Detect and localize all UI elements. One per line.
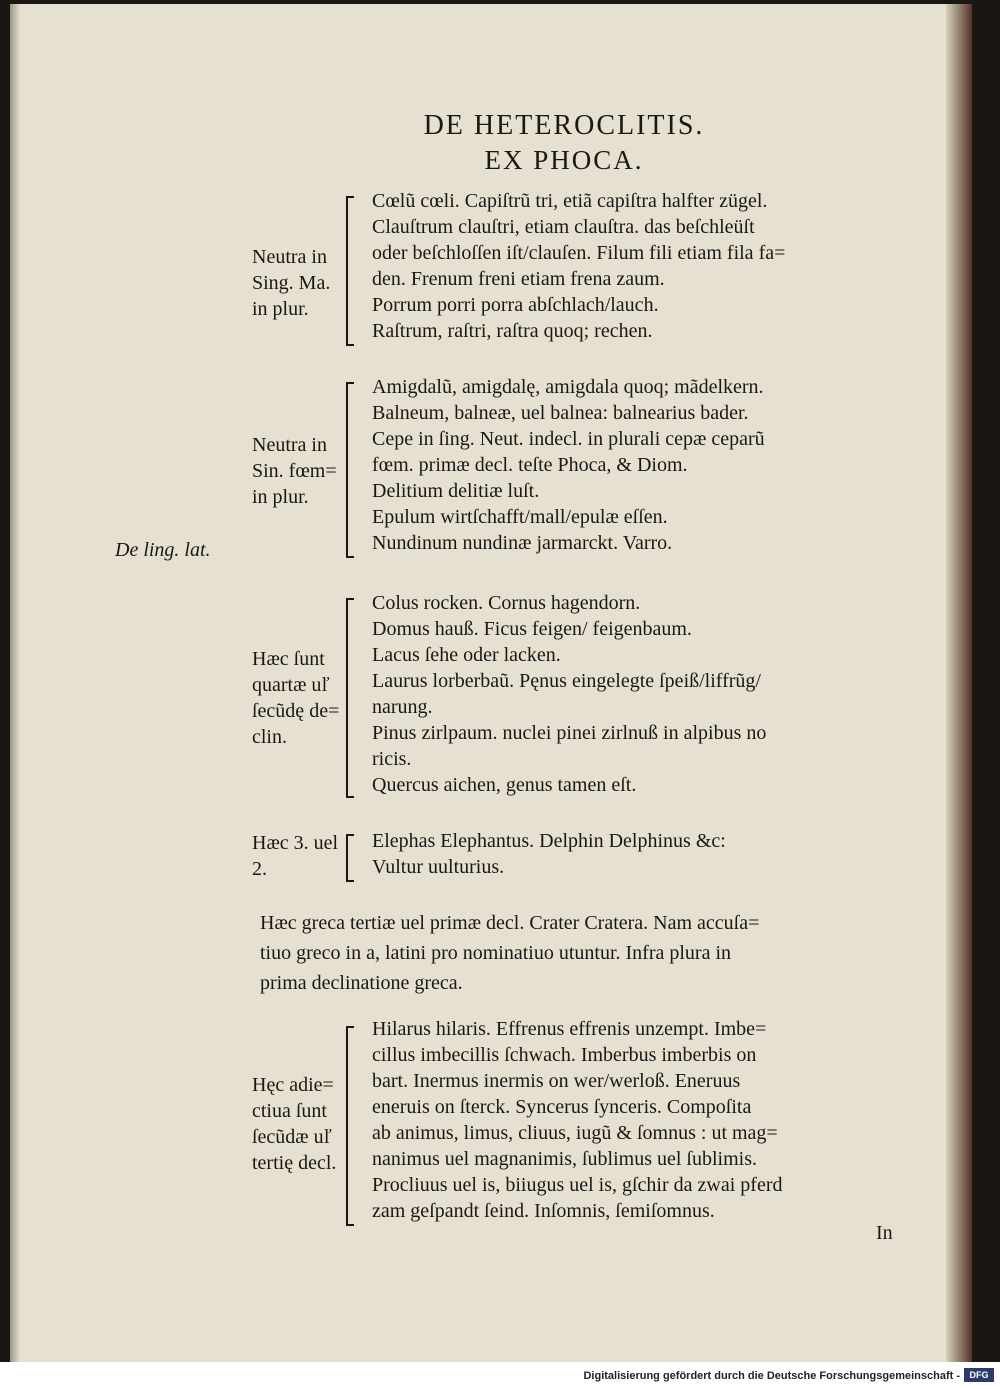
- group-brace: [346, 1026, 357, 1226]
- book-spine: [946, 4, 972, 1362]
- group-lines: Amigdalũ, amigdalę, amigdala quoq; mãdelkern. Balneum, balneæ, uel balnea: balnearius bader. Cepe in ſing. Neut. indecl. in plurali cepæ ceparũ fœm. primæ decl. teſte Phoca, & Diom. Delitium delitiæ luſt. Epulum wirtſchafft/mall/epulæ eſſen. Nundinum nundinæ jarmarckt. Varro.: [372, 376, 765, 554]
- group-label: Neutra in Sin. fœm= in plur.: [252, 434, 337, 508]
- dfg-logo: DFG: [964, 1368, 994, 1382]
- group-brace: [346, 382, 357, 558]
- group-brace: [346, 598, 357, 798]
- group-lines: Colus rocken. Cornus hagendorn. Domus hauß. Ficus feigen/ feigenbaum. Lacus ſehe oder lacken. Laurus lorberbaũ. Pęnus eingelegte ſpeiß/liffrũg/ narung. Pinus zirlpaum. nuclei pinei zirlnuß in alpibus no ricis. Quercus aichen, genus tamen eſt.: [372, 592, 767, 796]
- group-lines: Hilarus hilaris. Effrenus effrenis unzempt. Imbe= cillus imbecillis ſchwach. Imberbus imberbis on bart. Inermus inermis on wer/werloß. Eneruus eneruis on ſterck. Syncerus ſynceris. Compoſita ab animus, limus, cliuus, iugũ & ſomnus : ut mag= nanimus uel magnanimis, ſublimus uel ſublimis. Procliuus uel is, biiugus uel is, gſchir da zwai pferd zam geſpandt ſeind. Inſomnis, ſemiſomnus.: [372, 1018, 783, 1222]
- group-label: Neutra in Sing. Ma. in plur.: [252, 246, 331, 320]
- group-brace: [346, 196, 357, 346]
- group-label: Hæc 3. uel 2.: [252, 832, 339, 880]
- group-lines: Cœlũ cœli. Capiſtrũ tri, etiã capiſtra halfter zügel. Clauſtrum clauſtri, etiam clauſtra. das beſchleüſt oder beſchloſſen iſt/clauſen. Filum fili etiam fila fa= den. Frenum freni etiam frena zaum. Porrum porri porra abſchlach/lauch. Raſtrum, raſtri, raſtra quoq; rechen.: [372, 190, 786, 342]
- footer-credit: Digitalisierung gefördert durch die Deutsche Forschungsgemeinschaft -: [583, 1370, 960, 1382]
- footer-bar: [0, 1362, 1000, 1389]
- group-label: Hæc ſunt quartæ uľ ſecũdę de= clin.: [252, 648, 340, 748]
- margin-note: De ling. lat.: [115, 539, 211, 561]
- page-title: DE HETEROCLITIS.: [423, 110, 705, 141]
- group-brace: [346, 834, 357, 882]
- group-label: Hęc adie= ctiua ſunt ſecũdæ uľ tertię decl.: [252, 1074, 337, 1174]
- page-left-edge: [10, 4, 20, 1362]
- group-lines: Elephas Elephantus. Delphin Delphinus &c: Vultur uulturius.: [372, 830, 726, 878]
- catchword: In: [876, 1222, 893, 1244]
- paragraph: Hæc greca tertiæ uel primæ decl. Crater Cratera. Nam accuſa= tiuo greco in a, latini pro nominatiuo utuntur. Infra plura in prima declinatione greca.: [260, 912, 760, 994]
- page-subtitle: EX PHOCA.: [484, 145, 644, 175]
